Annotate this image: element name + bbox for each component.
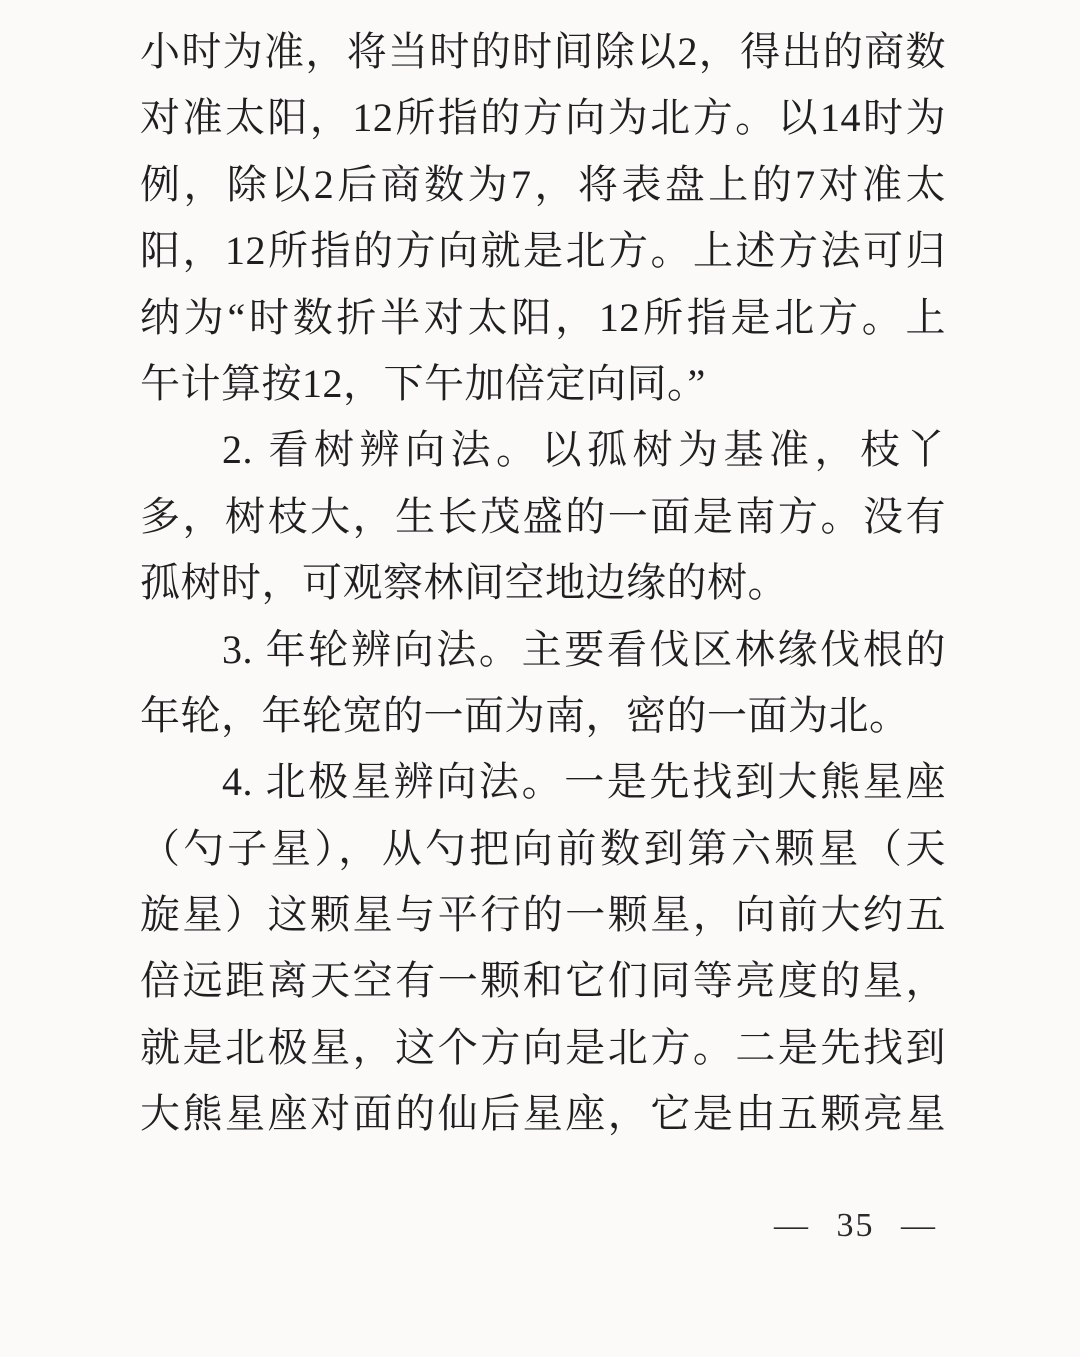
text-line: 对准太阳，12所指的方向为北方。以14时为 <box>140 95 946 141</box>
text-block <box>140 19 946 1148</box>
text-line: 3. 年轮辨向法。主要看伐区林缘伐根的 <box>222 626 946 672</box>
text-line: 午计算按12，下午加倍定向同。” <box>140 360 706 406</box>
text-line: 阳，12所指的方向就是北方。上述方法可归 <box>140 228 946 274</box>
text-line: （勺子星），从勺把向前数到第六颗星（天 <box>140 825 946 871</box>
text-line: 大熊星座对面的仙后星座，它是由五颗亮星 <box>140 1091 946 1137</box>
text-line: 就是北极星，这个方向是北方。二是先找到 <box>140 1024 946 1070</box>
text-line: 年轮，年轮宽的一面为南，密的一面为北。 <box>140 692 910 738</box>
text-line: 纳为“时数折半对太阳，12所指是北方。上 <box>140 294 946 340</box>
text-line: 4. 北极星辨向法。一是先找到大熊星座 <box>222 759 946 805</box>
text-line: 倍远距离天空有一颗和它们同等亮度的星， <box>140 958 946 1004</box>
text-line: 旋星）这颗星与平行的一颗星，向前大约五 <box>140 892 946 938</box>
text-line: 孤树时，可观察林间空地边缘的树。 <box>140 560 788 606</box>
page-number: — 35 — <box>774 1207 937 1244</box>
text-line: 小时为准，将当时的时间除以2，得出的商数 <box>140 29 946 74</box>
text-line: 多，树枝大，生长茂盛的一面是南方。没有 <box>140 493 946 539</box>
text-line: 2. 看树辨向法。以孤树为基准，枝丫 <box>222 427 946 473</box>
text-line: 例，除以2后商数为7，将表盘上的7对准太 <box>140 161 946 207</box>
